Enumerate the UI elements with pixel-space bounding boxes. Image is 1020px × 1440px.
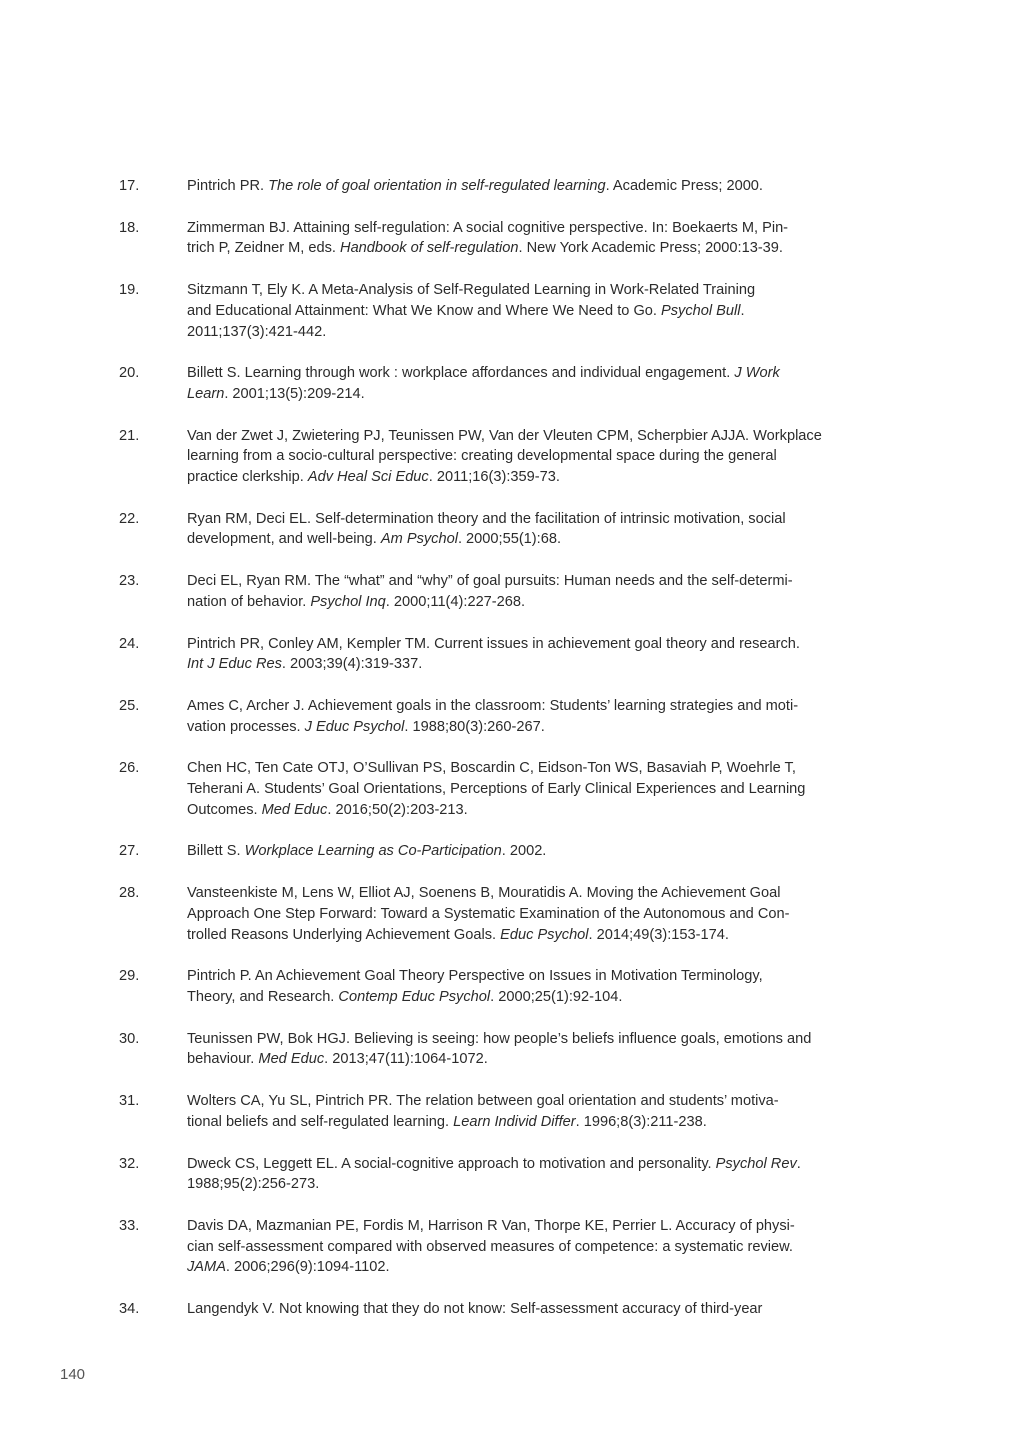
reference-text-segment: Chen HC, Ten Cate OTJ, O’Sullivan PS, Boscardin C, Eidson-Ton WS, Basaviah P, Woehrle T, Teherani A. Students’ Goal Orientations, Perceptions of Early Clinical Experiences and Learning Outcomes.	[187, 760, 806, 818]
reference-number: 32.	[119, 1155, 140, 1172]
reference-number: 29.	[119, 968, 140, 985]
reference-source-italic: JAMA	[187, 1259, 226, 1276]
reference-item	[119, 218, 849, 259]
reference-item	[119, 1029, 849, 1070]
reference-item	[119, 966, 849, 1007]
reference-text	[187, 1216, 849, 1278]
reference-text	[187, 634, 849, 675]
reference-number: 30.	[119, 1030, 140, 1047]
reference-text	[187, 696, 849, 737]
reference-text-segment: . 2003;39(4):319-337.	[281, 656, 423, 673]
reference-number: 23.	[119, 573, 140, 590]
reference-text-segment: Davis DA, Mazmanian PE, Fordis M, Harrison R Van, Thorpe KE, Perrier L. Accuracy of physi- cian self-assessment compared with observed measures of competence: a systematic review.	[187, 1217, 795, 1255]
reference-source-italic: Handbook of self-regulation	[340, 240, 519, 257]
reference-item	[119, 883, 849, 945]
reference-text-segment: Pintrich PR, Conley AM, Kempler TM. Current issues in achievement goal theory and research.	[187, 635, 800, 652]
reference-source-italic: Psychol Inq	[310, 593, 386, 610]
reference-text-segment: Van der Zwet J, Zwietering PJ, Teunissen PW, Van der Vleuten CPM, Scherpbier AJJA. Workplace learning from a socio-cultural perspective: creating developmental space during the general practice clerkship.	[187, 427, 822, 486]
reference-text-segment: Billett S.	[187, 843, 245, 860]
reference-text	[187, 883, 849, 945]
reference-number: 25.	[119, 697, 140, 714]
reference-source-italic: Med Educ	[258, 1051, 325, 1068]
reference-number: 26.	[119, 760, 140, 777]
reference-number: 22.	[119, 510, 140, 527]
reference-text	[187, 966, 849, 1007]
reference-source-italic: Adv Heal Sci Educ	[307, 469, 429, 486]
reference-text-segment: . 2000;55(1):68.	[457, 531, 561, 548]
reference-item	[119, 634, 849, 675]
reference-text-segment: Ames C, Archer J. Achievement goals in the classroom: Students’ learning strategies and moti- vation processes.	[187, 697, 799, 735]
reference-text-segment: Deci EL, Ryan RM. The “what” and “why” of goal pursuits: Human needs and the self-determi- nation of behavior.	[187, 573, 793, 610]
reference-text	[187, 571, 849, 612]
reference-text-segment: . 2011;137(3):421-442.	[187, 302, 745, 340]
reference-number: 34.	[119, 1301, 140, 1318]
reference-text-segment: Wolters CA, Yu SL, Pintrich PR. The relation between goal orientation and students’ motiva- tional beliefs and self-regulated learning.	[187, 1093, 779, 1130]
reference-item	[119, 1091, 849, 1132]
reference-text-segment: . New York Academic Press; 2000:13-39.	[518, 240, 783, 257]
reference-text	[187, 1091, 849, 1132]
reference-item	[119, 509, 849, 550]
reference-text-segment: Langendyk V. Not knowing that they do not know: Self-assessment accuracy of third-year	[187, 1301, 763, 1318]
reference-text-segment: . 2002.	[501, 843, 547, 860]
reference-text-segment: Pintrich P. An Achievement Goal Theory Perspective on Issues in Motivation Terminology, Theory, and Research.	[187, 968, 763, 1005]
reference-number: 19.	[119, 282, 140, 299]
reference-text	[187, 176, 849, 197]
reference-text-segment: . 2011;16(3):359-73.	[428, 469, 560, 486]
reference-text-segment: Zimmerman BJ. Attaining self-regulation: A social cognitive perspective. In: Boekaerts M, Pin- trich P, Zeidner M, eds.	[187, 219, 789, 257]
reference-source-italic: J Work Learn	[187, 365, 780, 402]
reference-number: 27.	[119, 843, 140, 860]
reference-text-segment: Dweck CS, Leggett EL. A social-cognitive approach to motivation and personality.	[187, 1155, 716, 1172]
reference-text-segment: . 2000;25(1):92-104.	[490, 988, 623, 1005]
reference-text-segment: Billett S. Learning through work : workplace affordances and individual engagement.	[187, 365, 735, 382]
reference-number: 31.	[119, 1093, 140, 1110]
reference-source-italic: Psychol Bull	[661, 302, 741, 319]
reference-text	[187, 758, 849, 820]
reference-source-italic: Learn Individ Differ	[453, 1113, 576, 1130]
reference-source-italic: Educ Psychol	[500, 926, 589, 943]
reference-source-italic: Am Psychol	[380, 531, 458, 548]
reference-text	[187, 426, 849, 488]
reference-item	[119, 1216, 849, 1278]
reference-text-segment: Sitzmann T, Ely K. A Meta-Analysis of Self-Regulated Learning in Work-Related Training and Educational Attainment: What We Know and Where We Need to Go.	[187, 282, 756, 319]
reference-text-segment: Teunissen PW, Bok HGJ. Believing is seeing: how people’s beliefs influence goals, emotions and behaviour.	[187, 1030, 812, 1068]
reference-number: 18.	[119, 219, 140, 236]
reference-text	[187, 363, 849, 404]
reference-text	[187, 1299, 849, 1320]
reference-text-segment: . 2001;13(5):209-214.	[224, 385, 365, 402]
reference-text-segment: . 2000;11(4):227-268.	[385, 593, 526, 610]
reference-source-italic: Med Educ	[261, 801, 328, 818]
reference-source-italic: J Educ Psychol	[304, 718, 405, 735]
reference-text	[187, 841, 849, 862]
reference-text-segment: Pintrich PR.	[187, 178, 269, 194]
reference-source-italic: Int J Educ Res	[187, 656, 282, 673]
page-number: 140	[60, 1366, 86, 1383]
reference-item	[119, 571, 849, 612]
reference-item	[119, 363, 849, 404]
reference-text-segment: . 2013;47(11):1064-1072.	[324, 1051, 488, 1068]
reference-item	[119, 280, 849, 342]
reference-item	[119, 841, 849, 862]
reference-text-segment: Vansteenkiste M, Lens W, Elliot AJ, Soenens B, Mouratidis A. Moving the Achievement Goal Approach One Step Forward: Toward a Systematic Examination of the Autonomous and Con- trolled Reasons Underlying Achievement Goals.	[187, 885, 790, 943]
reference-text-segment: . 2014;49(3):153-174.	[588, 926, 729, 943]
reference-text-segment: . 1988;80(3):260-267.	[404, 718, 545, 735]
reference-number: 24.	[119, 635, 140, 652]
reference-text-segment: . 1996;8(3):211-238.	[575, 1113, 707, 1130]
reference-number: 28.	[119, 885, 140, 902]
reference-source-italic: Contemp Educ Psychol	[338, 988, 491, 1005]
reference-item	[119, 696, 849, 737]
reference-text	[187, 509, 849, 550]
reference-text	[187, 1029, 849, 1070]
reference-text-segment: . 2006;296(9):1094-1102.	[225, 1259, 390, 1276]
reference-item	[119, 176, 849, 197]
reference-number: 33.	[119, 1217, 140, 1234]
reference-item	[119, 1154, 849, 1195]
reference-text	[187, 1154, 849, 1195]
reference-item	[119, 1299, 849, 1320]
reference-number: 21.	[119, 427, 140, 444]
reference-text-segment: . 2016;50(2):203-213.	[327, 801, 468, 818]
reference-text-segment: . Academic Press; 2000.	[605, 178, 763, 194]
reference-number: 17.	[119, 178, 140, 194]
reference-source-italic: The role of goal orientation in self-regulated learning	[268, 178, 606, 194]
reference-number: 20.	[119, 365, 140, 382]
reference-text	[187, 218, 849, 259]
reference-item	[119, 426, 849, 488]
reference-item	[119, 758, 849, 820]
reference-text-segment: . 1988;95(2):256-273.	[187, 1155, 801, 1193]
reference-text	[187, 280, 849, 342]
reference-source-italic: Workplace Learning as Co-Participation	[244, 843, 502, 860]
reference-source-italic: Psychol Rev	[715, 1155, 797, 1172]
reference-list	[119, 176, 849, 1341]
reference-text-segment: Ryan RM, Deci EL. Self-determination theory and the facilitation of intrinsic motivation, social development, and well-being.	[187, 510, 786, 548]
